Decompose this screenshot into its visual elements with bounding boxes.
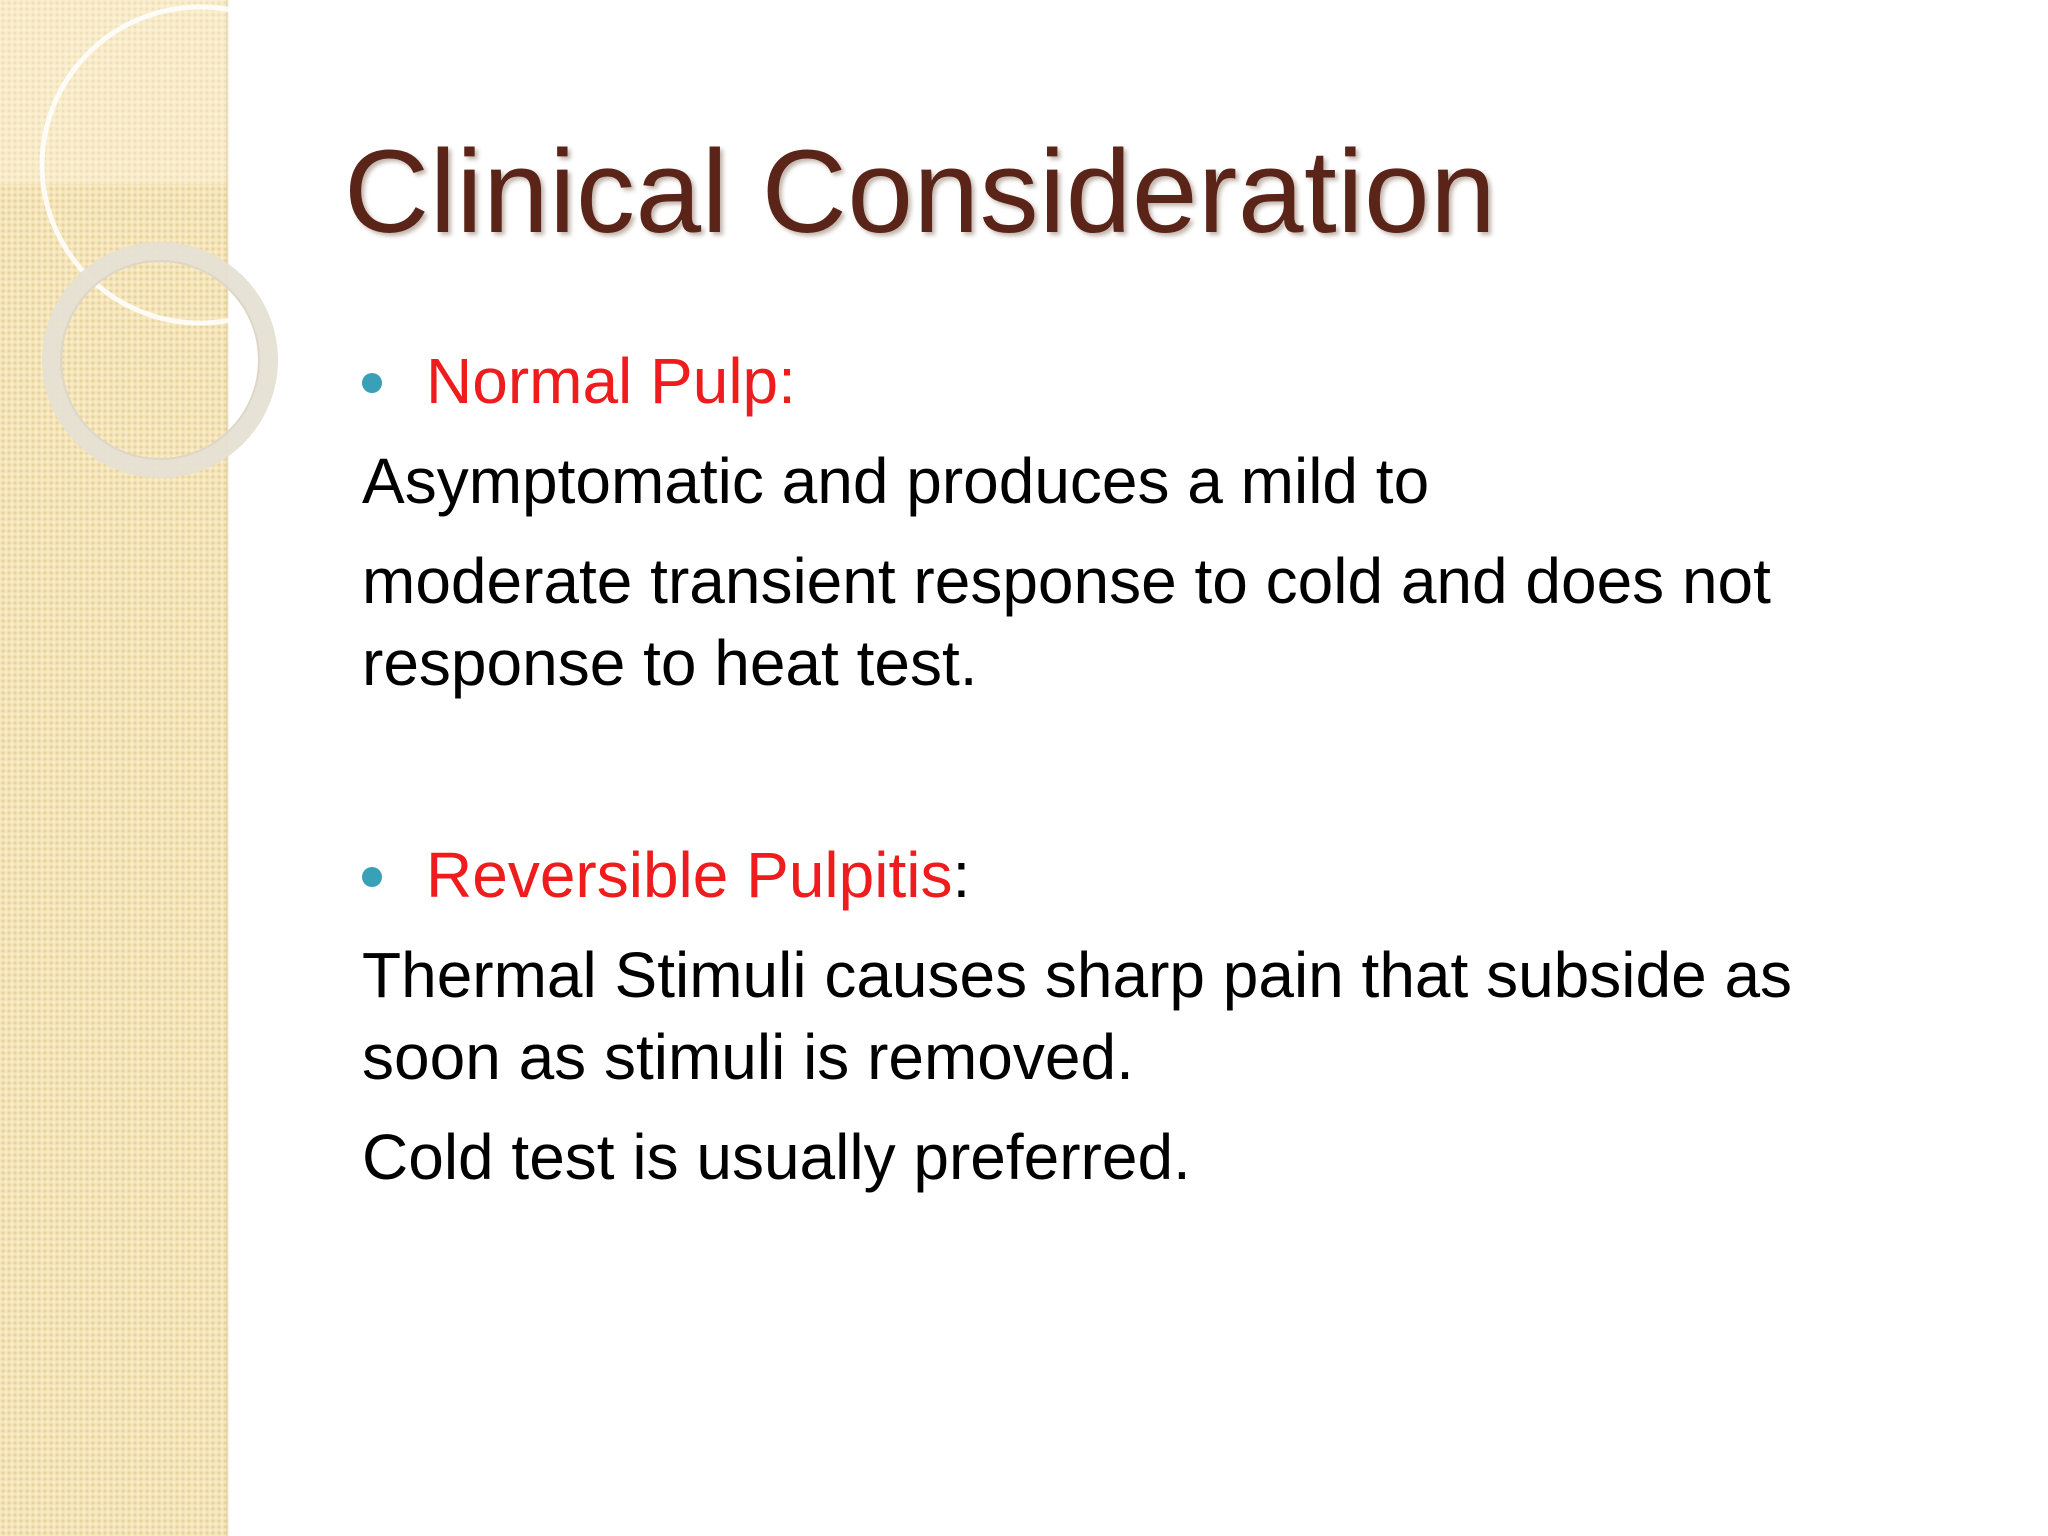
heading-normal-pulp: Normal Pulp: [426, 345, 796, 417]
paragraph-reversible-pulpitis-1: Thermal Stimuli causes sharp pain that subside as soon as stimuli is removed. [362, 939, 1793, 1093]
paragraph-reversible-pulpitis-2: Cold test is usually preferred. [362, 1121, 1191, 1193]
decorative-ring-small-inner [61, 261, 259, 459]
bullet-dot-icon [362, 373, 382, 393]
bullet-reversible-pulpitis [362, 834, 1922, 916]
decorative-ring-small [52, 252, 268, 468]
bullet-normal-pulp [362, 340, 1922, 422]
heading-reversible-pulpitis: Reversible Pulpitis [426, 839, 953, 911]
decorative-rings [0, 0, 240, 500]
slide-content [362, 340, 1922, 1198]
paragraph-normal-pulp-1: Asymptomatic and produces a mild to [362, 445, 1430, 517]
heading-reversible-pulpitis-suffix: : [952, 839, 971, 911]
paragraph-normal-pulp-2: moderate transient response to cold and does not response to heat test. [362, 545, 1771, 699]
bullet-dot-icon [362, 867, 382, 887]
slide-title: Clinical Consideration [344, 126, 1497, 258]
